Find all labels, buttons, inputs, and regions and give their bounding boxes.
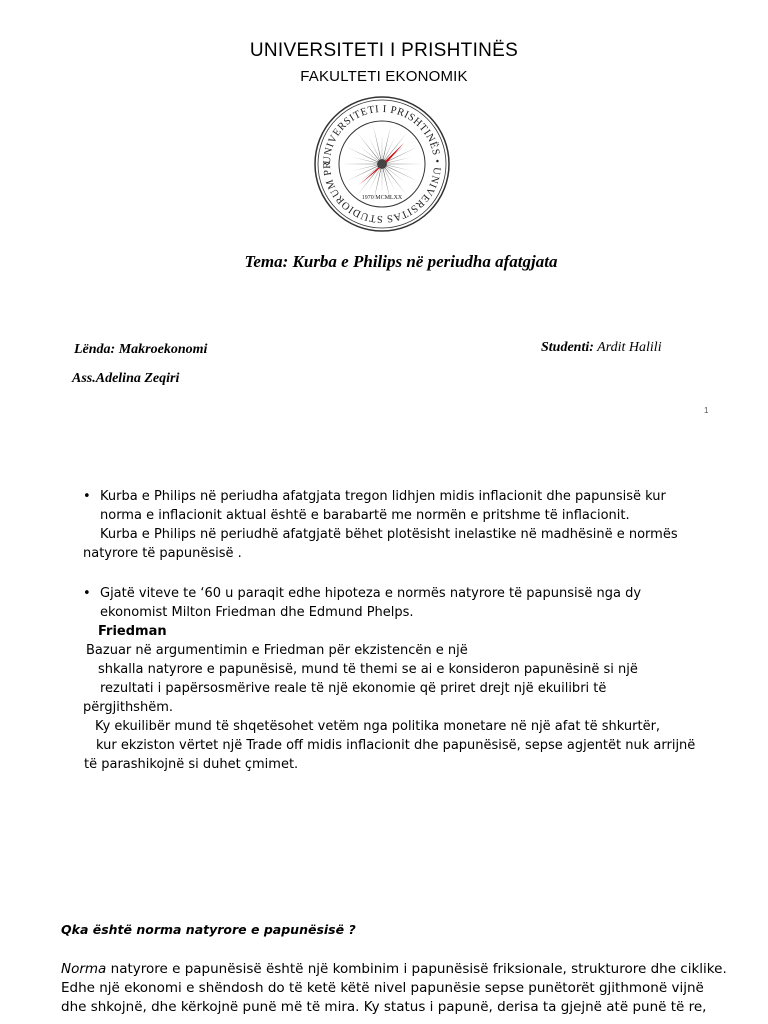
text-line: dhe shkojnë, dhe kërkojnë punë më të mira. Ky status i papunë, derisa ta gjejnë atë punë të re, [61, 999, 707, 1015]
friedman-heading: Friedman [98, 624, 167, 639]
svg-text:UNIVERSITETI I PRISHTINËS • UN [312, 94, 442, 224]
text-line: Kurba e Philips në periudha afatgjata tregon lidhjen midis inflacionit dhe papunsisë kur [100, 489, 666, 504]
text-line: Edhe një ekonomi e shëndosh do të ketë këtë nivel papunësie sepse punëtorët gjithmonë vijnë [61, 980, 704, 996]
text-line: kur ekziston vërtet një Trade off midis inflacionit dhe papunësisë, sepse agjentët nuk arrijnë [96, 738, 696, 753]
sun-ray [353, 165, 377, 171]
text-line [61, 960, 727, 979]
bullet-marker: • [83, 489, 91, 504]
section-question: Qka është norma natyrore e papunësisë ? [61, 922, 356, 937]
sun-ray [382, 169, 383, 194]
sun-ray [387, 164, 422, 165]
text-line: Kurba e Philips në periudhë afatgjatë bëhet plotësisht inelastike në madhësinë e normës [100, 527, 678, 542]
sun-ray [386, 147, 418, 163]
text-line: rezultati i papërsosmërive reale të një ekonomie që priret drejt një ekuilibri të [100, 681, 607, 696]
text-span: natyrore e papunësisë është një kombinim i papunësisë friksionale, strukturore dhe ciklike. [106, 961, 727, 977]
sun-ray [353, 157, 377, 163]
text-line: të parashikojnë si duhet çmimet. [84, 757, 299, 772]
seal-ring-text: UNIVERSITETI I PRISHTINËS • UNIVERSITAS STUDIORUM PR [321, 103, 443, 225]
faculty-name: FAKULTETI EKONOMIK [300, 68, 468, 85]
university-name: UNIVERSITETI I PRISHTINËS [249, 40, 519, 61]
sun-ray [359, 167, 379, 183]
sun-ray [387, 165, 411, 171]
page-number: 1 [704, 406, 709, 415]
student-name: Ardit Halili [593, 340, 662, 355]
sun-ray [386, 166, 418, 182]
sun-ray [386, 167, 406, 183]
text-line: ekonomist Milton Friedman dhe Edmund Phelps. [100, 605, 414, 620]
text-line: Ky ekuilibër mund të shqetësohet vetëm nga politika monetare në një afat të shkurtër, [95, 719, 661, 734]
text-line: natyrore të papunësisë . [83, 546, 242, 561]
sun-ray [346, 147, 378, 163]
subject-label: Lënda: Makroekonomi [74, 342, 208, 357]
thesis-topic: Tema: Kurba e Philips në periudha afatgjata [244, 252, 558, 271]
student-info [541, 340, 662, 356]
sun-ray [382, 134, 383, 159]
norma-word: Norma [61, 961, 107, 977]
bullet-section-1 [0, 487, 768, 567]
seal-year: 1970 MCMLXX [361, 195, 403, 201]
text-line: norma e inflacionit aktual është e barabartë me normën e pritshme të inflacionit. [100, 508, 630, 523]
sun-ray [359, 145, 379, 161]
text-line: përgjithshëm. [83, 700, 173, 715]
assistant-name: Ass.Adelina Zeqiri [72, 371, 180, 386]
text-line: shkalla natyrore e papunësisë, mund të themi se ai e konsideron papunësinë si një [98, 662, 638, 677]
text-line: Gjatë viteve te ‘60 u paraqit edhe hipoteza e normës natyrore të papunsisë nga dy [100, 586, 642, 601]
student-label: Studenti: [541, 340, 594, 355]
text-line: Bazuar në argumentimin e Friedman për ekzistencën e një [86, 643, 468, 658]
university-seal [312, 94, 452, 234]
bullet-marker: • [83, 586, 91, 601]
bullet-section-2 [0, 584, 768, 784]
sun-ray [342, 164, 377, 165]
